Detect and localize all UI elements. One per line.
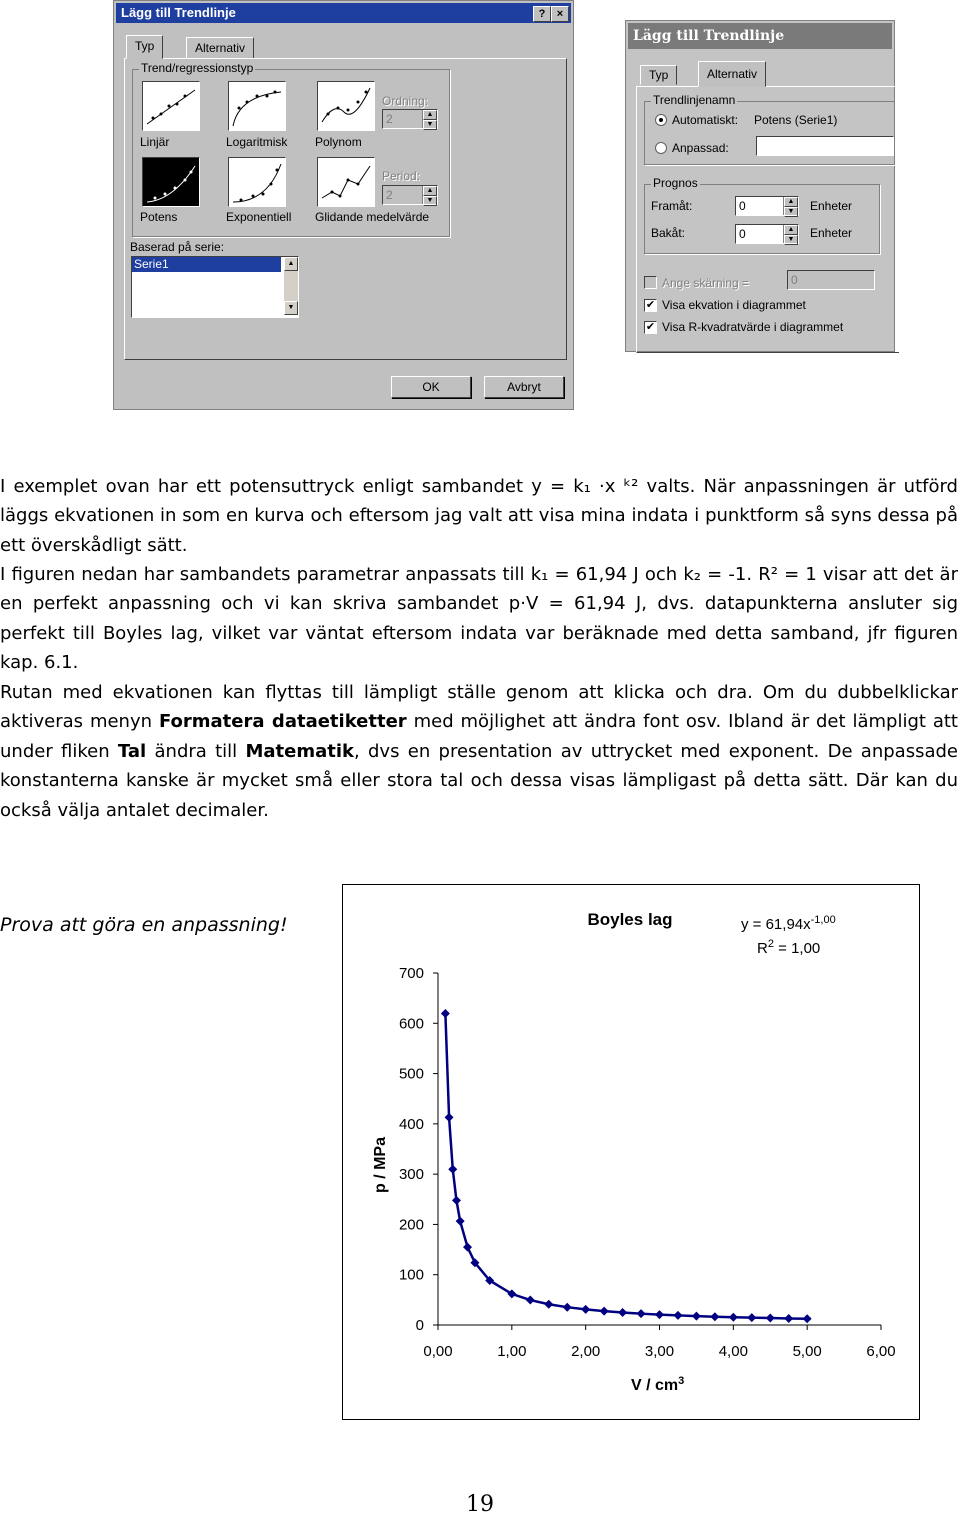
data-point <box>581 1305 590 1314</box>
automatic-label: Automatiskt: <box>672 113 739 127</box>
exponential-chart-icon <box>229 158 285 206</box>
y-tick-label: 300 <box>398 1166 424 1184</box>
data-point <box>637 1309 646 1318</box>
text-run: med möjlighet att ändra font osv. Ibland är det lämpligt att under fliken <box>0 711 958 762</box>
spin-up-icon[interactable]: ▲ <box>423 186 437 196</box>
custom-name-input[interactable] <box>756 136 894 156</box>
x-tick-label: 1,00 <box>497 1343 527 1360</box>
tab-typ[interactable]: Typ <box>640 65 677 85</box>
forecast-group-label: Prognos <box>653 176 698 190</box>
paragraph-intro: I exemplet ovan har ett potensuttryck enligt sambandet y = k₁ ·x ᵏ² valts. När anpassningen är utförd läggs ekvationen in som en kurva och eftersom jag valt att visa mina indata i punktform så syns dessa på ett överskådligt sätt. <box>0 476 958 556</box>
y-tick-label: 500 <box>398 1065 424 1083</box>
tab-alternativ[interactable]: Alternativ <box>698 61 766 87</box>
data-point <box>600 1307 609 1316</box>
forward-units-label: Enheter <box>810 199 853 213</box>
data-point <box>463 1243 472 1252</box>
x-tick-label: 5,00 <box>792 1343 822 1360</box>
trendline-curve <box>445 1014 807 1319</box>
r2-label: R <box>757 940 768 957</box>
automatic-value: Potens (Serie1) <box>754 113 838 127</box>
data-point <box>452 1196 461 1205</box>
y-tick-label: 200 <box>398 1216 424 1234</box>
data-point <box>618 1308 627 1317</box>
spin-up-icon[interactable]: ▲ <box>423 110 437 120</box>
listbox-scrollbar[interactable] <box>284 257 298 315</box>
trendline-equation[interactable] <box>741 914 836 957</box>
moving-average-chart-icon <box>318 158 374 206</box>
dialog-title-bar[interactable] <box>628 23 892 49</box>
spin-up-icon[interactable]: ▲ <box>784 197 798 207</box>
show-r2-checkbox[interactable]: ✔ <box>645 321 656 333</box>
data-point <box>766 1314 775 1323</box>
period-value: 2 <box>386 188 393 202</box>
spin-down-icon[interactable]: ▼ <box>784 207 798 217</box>
period-label: Period: <box>382 169 421 183</box>
y-tick-label: 700 <box>398 965 424 982</box>
dialog-title: Lägg till Trendlinje <box>633 28 785 44</box>
data-point <box>729 1313 738 1322</box>
data-point <box>747 1313 756 1322</box>
data-point <box>448 1165 457 1174</box>
chart-title: Boyles lag <box>587 910 673 929</box>
moving-average-type-label: Glidande medelvärde <box>315 210 430 224</box>
forward-spinner[interactable] <box>735 196 799 216</box>
exercise-prompt: Prova att göra en anpassning! <box>0 914 288 936</box>
y-tick-label: 100 <box>398 1266 424 1284</box>
spin-up-icon[interactable]: ▲ <box>784 225 798 235</box>
equation-exponent: -1,00 <box>810 914 836 926</box>
log-type-label: Logaritmisk <box>226 135 288 149</box>
boyles-law-chart <box>342 884 920 1420</box>
x-tick-label: 0,00 <box>423 1343 453 1360</box>
close-button[interactable]: × <box>551 6 569 22</box>
menu-name-format-data-labels: Formatera dataetiketter <box>158 711 407 733</box>
custom-label: Anpassad: <box>672 141 729 155</box>
y-tick-label: 400 <box>398 1115 424 1133</box>
forward-value: 0 <box>739 199 746 213</box>
equation-base: y = 61,94x <box>741 916 811 933</box>
data-point <box>445 1113 454 1122</box>
x-tick-label: 6,00 <box>866 1343 896 1360</box>
text-run: , dvs en presentation av uttrycket med exponent. De anpassade konstanterna kanske är mycket små eller stora tal och dessa visas lämpligast på detta sätt. Där kan du också välja antalet decimaler. <box>0 740 958 821</box>
option-name-matematik: Matematik <box>245 740 354 762</box>
r2-superscript: 2 <box>767 938 774 950</box>
based-on-series-label: Baserad på serie: <box>130 240 225 254</box>
chart-data-series <box>441 1009 812 1323</box>
show-equation-label: Visa ekvation i diagrammet <box>662 298 806 312</box>
order-spinner[interactable] <box>382 109 438 129</box>
trendline-name-group-label: Trendlinjenamn <box>653 93 736 107</box>
tab-typ[interactable]: Typ <box>126 35 163 59</box>
data-point <box>710 1312 719 1321</box>
x-tick-label: 3,00 <box>644 1343 675 1360</box>
x-axis-label-sup: 3 <box>678 1375 685 1387</box>
dialog-title: Lägg till Trendlinje <box>121 5 236 20</box>
exponential-type-label: Exponentiell <box>226 210 292 224</box>
set-intercept-label: Ange skärning = <box>662 276 750 290</box>
linear-type-label: Linjär <box>140 135 170 149</box>
forward-label: Framåt: <box>651 199 693 213</box>
log-type-thumbnail[interactable] <box>228 81 286 131</box>
moving-average-type-thumbnail[interactable] <box>317 157 375 207</box>
y-tick-label: 600 <box>398 1015 424 1033</box>
spin-down-icon[interactable]: ▼ <box>423 196 437 206</box>
data-point <box>441 1009 450 1018</box>
polynomial-type-thumbnail[interactable] <box>317 81 375 131</box>
chart-axes <box>399 965 896 1360</box>
page-number: 19 <box>466 1492 494 1517</box>
trend-type-group-label: Trend/regressionstyp <box>141 61 254 75</box>
x-tick-label: 4,00 <box>718 1343 748 1360</box>
help-button[interactable]: ? <box>533 6 551 22</box>
x-axis-label <box>631 1375 684 1394</box>
set-intercept-checkbox[interactable] <box>644 276 657 289</box>
paragraph-parameters: I figuren nedan har sambandets parametrar anpassats till k₁ = 61,94 J och k₂ = -1. R² = 1 visar att det är en perfekt anpassning och vi kan skriva sambandet p·V = 61,94 J, dvs. datapunkterna ansluter sig perfekt till Boyles lag, vilket var väntat eftersom indata var beräknade med detta samband, jfr figuren kap. 6.1. <box>0 564 958 674</box>
power-type-thumbnail[interactable] <box>142 157 200 207</box>
data-point <box>544 1300 553 1309</box>
tab-alternativ[interactable]: Alternativ <box>186 37 254 59</box>
data-point <box>655 1310 664 1319</box>
data-point <box>526 1296 535 1305</box>
backward-label: Bakåt: <box>651 226 686 240</box>
linear-chart-icon <box>143 82 199 130</box>
spin-down-icon[interactable]: ▼ <box>423 120 437 130</box>
custom-radio[interactable] <box>655 142 667 154</box>
order-label: Ordning: <box>382 94 429 108</box>
data-point <box>673 1311 682 1320</box>
x-tick-label: 2,00 <box>571 1343 601 1360</box>
logarithmic-chart-icon <box>229 82 285 130</box>
power-chart-icon <box>143 158 199 206</box>
show-r2-label: Visa R-kvadratvärde i diagrammet <box>662 320 844 334</box>
order-value: 2 <box>386 112 393 126</box>
data-point <box>803 1314 812 1323</box>
intercept-value: 0 <box>791 273 798 287</box>
data-point <box>692 1312 701 1321</box>
data-point <box>784 1314 793 1323</box>
scroll-down-icon[interactable]: ▼ <box>284 301 298 315</box>
r2-text <box>757 938 820 957</box>
backward-spinner[interactable] <box>735 224 799 244</box>
cancel-button[interactable]: Avbryt <box>484 376 564 398</box>
scroll-up-icon[interactable]: ▲ <box>284 257 298 271</box>
show-equation-checkbox[interactable]: ✔ <box>645 299 656 311</box>
paragraph-formatting <box>0 678 958 825</box>
dialog-title-bar[interactable] <box>116 3 571 23</box>
tab-name-tal: Tal <box>117 740 147 762</box>
linear-type-thumbnail[interactable] <box>142 81 200 131</box>
text-run: Rutan med ekvationen kan flyttas till lämpligt ställe genom att klicka och dra. Om du dubbelklickar aktiveras menyn <box>0 682 958 733</box>
backward-units-label: Enheter <box>810 226 853 240</box>
trendline-dialog-type <box>113 0 574 410</box>
automatic-radio[interactable] <box>655 114 667 126</box>
series-listbox[interactable] <box>131 256 299 318</box>
series-list-item[interactable]: Serie1 <box>132 257 281 272</box>
trendline-dialog-options <box>625 20 895 352</box>
equation-text <box>741 914 836 933</box>
chart-svg <box>343 885 919 1419</box>
r2-value: = 1,00 <box>773 940 821 957</box>
y-tick-label: 0 <box>415 1317 424 1334</box>
polynomial-type-label: Polynom <box>315 135 362 149</box>
x-axis-label-text: V / cm <box>631 1377 679 1394</box>
intercept-input[interactable] <box>787 270 875 290</box>
exponential-type-thumbnail[interactable] <box>228 157 286 207</box>
y-axis-label: p / MPa <box>372 1136 389 1194</box>
spin-down-icon[interactable]: ▼ <box>784 235 798 245</box>
text-run: ändra till <box>146 740 246 762</box>
data-point <box>456 1217 465 1226</box>
data-point <box>563 1303 572 1312</box>
ok-button[interactable]: OK <box>391 376 471 398</box>
backward-value: 0 <box>739 227 746 241</box>
period-spinner[interactable] <box>382 185 438 205</box>
power-type-label: Potens <box>140 210 178 224</box>
polynomial-chart-icon <box>318 82 374 130</box>
